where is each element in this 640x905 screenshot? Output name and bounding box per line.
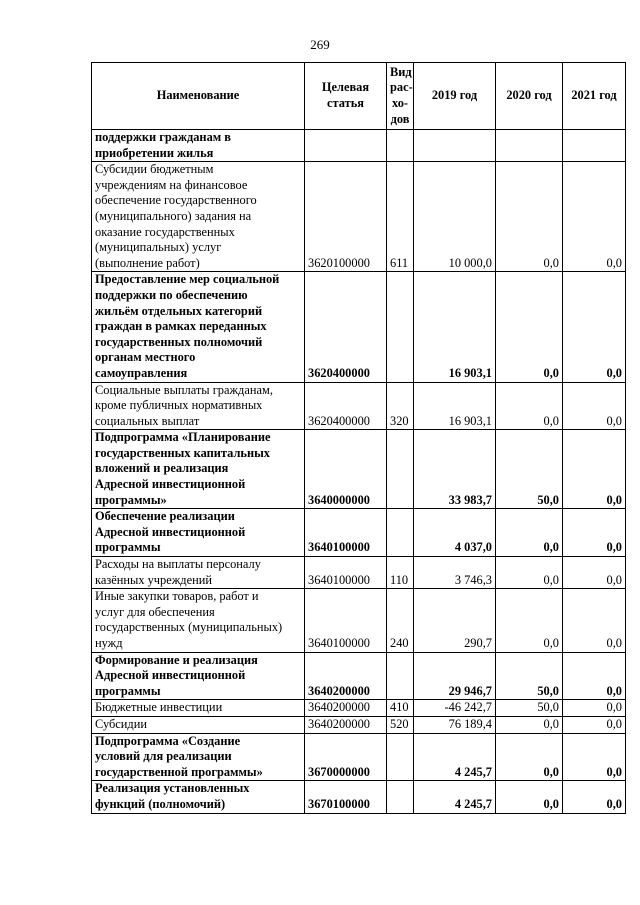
row-name-line: программы» (95, 492, 167, 507)
row-name-line: Расходы на выплаты персоналу (95, 557, 261, 572)
row-2020: 0,0 (496, 162, 563, 272)
row-name-line: оказание государственных (95, 224, 235, 239)
table-row (92, 652, 626, 700)
row-2019: 76 189,4 (414, 716, 496, 733)
row-name-line: Социальные выплаты гражданам, (95, 382, 273, 397)
row-name-line: Реализация установленных (95, 781, 250, 796)
header-type-line: дов (390, 111, 410, 126)
row-type (387, 733, 414, 781)
header-name: Наименование (92, 63, 305, 130)
row-2019: 4 245,7 (414, 781, 496, 813)
row-2021: 0,0 (563, 589, 626, 652)
row-2020: 0,0 (496, 509, 563, 557)
row-2020: 0,0 (496, 589, 563, 652)
row-code: 3620100000 (305, 162, 387, 272)
row-2020: 0,0 (496, 272, 563, 382)
table-header-row (92, 63, 626, 130)
table-row (92, 430, 626, 509)
row-name-line: Иные закупки товаров, работ и (95, 589, 259, 604)
row-2019 (414, 130, 496, 162)
table-row (92, 130, 626, 162)
row-name-line: условий для реализации (95, 749, 232, 764)
row-name (92, 700, 305, 717)
row-name-line: Подпрограмма «Планирование (95, 430, 271, 445)
row-code: 3620400000 (305, 382, 387, 430)
row-type (387, 781, 414, 813)
header-code (305, 63, 387, 130)
row-name-line: поддержки по обеспечению (95, 287, 248, 302)
table-row (92, 700, 626, 717)
row-2020: 0,0 (496, 716, 563, 733)
row-code: 3640200000 (305, 716, 387, 733)
table-row (92, 781, 626, 813)
row-name-line: Формирование и реализация (95, 652, 258, 667)
header-type (387, 63, 414, 130)
header-2019: 2019 год (414, 63, 496, 130)
row-name (92, 589, 305, 652)
row-type (387, 272, 414, 382)
row-code: 3620400000 (305, 272, 387, 382)
row-name-line: Подпрограмма «Создание (95, 733, 241, 748)
row-name-line: Субсидии (95, 716, 147, 731)
row-code: 3640200000 (305, 652, 387, 700)
row-name-line: функций (полномочий) (95, 796, 226, 811)
header-type-line: Вид (390, 64, 412, 79)
row-2019: 10 000,0 (414, 162, 496, 272)
row-name-line: граждан в рамках переданных (95, 319, 267, 334)
row-type: 320 (387, 382, 414, 430)
row-name (92, 733, 305, 781)
row-code: 3670000000 (305, 733, 387, 781)
row-name-line: обеспечение государственного (95, 193, 257, 208)
row-name-line: вложений и реализация (95, 461, 229, 476)
row-name-line: нужд (95, 636, 123, 650)
row-code: 3640100000 (305, 589, 387, 652)
row-type (387, 130, 414, 162)
row-type: 240 (387, 589, 414, 652)
row-2020 (496, 130, 563, 162)
budget-table (91, 62, 626, 814)
row-2020: 50,0 (496, 700, 563, 717)
row-2019: 4 037,0 (414, 509, 496, 557)
row-type (387, 652, 414, 700)
row-name-line: услуг для обеспечения (95, 604, 215, 619)
row-2019: 16 903,1 (414, 272, 496, 382)
row-type: 611 (387, 162, 414, 272)
row-2021: 0,0 (563, 162, 626, 272)
row-code: 3640000000 (305, 430, 387, 509)
row-name (92, 652, 305, 700)
row-name (92, 716, 305, 733)
row-name (92, 130, 305, 162)
row-name-line: органам местного (95, 350, 196, 365)
header-type-line: рас- (390, 80, 413, 95)
row-2020: 0,0 (496, 733, 563, 781)
row-name-line: программы (95, 683, 161, 698)
row-name (92, 557, 305, 589)
row-type (387, 430, 414, 509)
row-2021: 0,0 (563, 509, 626, 557)
row-2019: 16 903,1 (414, 382, 496, 430)
row-code: 3640200000 (305, 700, 387, 717)
row-name-line: кроме публичных нормативных (95, 398, 263, 413)
row-2019: 33 983,7 (414, 430, 496, 509)
row-name-line: Адресной инвестиционной (95, 477, 246, 492)
row-name (92, 382, 305, 430)
row-2021: 0,0 (563, 557, 626, 589)
row-2021: 0,0 (563, 733, 626, 781)
row-name-line: Адресной инвестиционной (95, 524, 246, 539)
row-2021: 0,0 (563, 272, 626, 382)
table-row (92, 509, 626, 557)
header-2021: 2021 год (563, 63, 626, 130)
row-type (387, 509, 414, 557)
row-name-line: казённых учреждений (95, 572, 212, 587)
row-name-line: государственной программы» (95, 764, 263, 779)
row-name-line: самоуправления (95, 365, 188, 380)
row-name-line: государственных полномочий (95, 334, 263, 349)
row-name (92, 162, 305, 272)
table-row (92, 589, 626, 652)
table-row (92, 557, 626, 589)
row-2020: 0,0 (496, 557, 563, 589)
page-number: 269 (310, 37, 330, 52)
row-name-line: (выполнение работ) (95, 255, 200, 270)
row-name-line: (муниципального) задания на (95, 208, 252, 223)
table-row (92, 382, 626, 430)
row-name (92, 509, 305, 557)
row-2019: 290,7 (414, 589, 496, 652)
row-type: 520 (387, 716, 414, 733)
row-type: 110 (387, 557, 414, 589)
row-2021: 0,0 (563, 700, 626, 717)
row-name-line: приобретении жилья (95, 145, 214, 160)
row-2021: 0,0 (563, 716, 626, 733)
row-name-line: Субсидии бюджетным (95, 162, 214, 177)
row-name (92, 781, 305, 813)
row-name-line: жильём отдельных категорий (95, 303, 263, 318)
row-2019: 4 245,7 (414, 733, 496, 781)
row-2020: 0,0 (496, 781, 563, 813)
row-name-line: (муниципальных) услуг (95, 240, 222, 255)
row-name-line: учреждениям на финансовое (95, 177, 248, 192)
row-2019: 3 746,3 (414, 557, 496, 589)
header-code-line: статья (327, 96, 364, 110)
row-type: 410 (387, 700, 414, 717)
table-body (92, 130, 626, 814)
row-2020: 50,0 (496, 430, 563, 509)
row-name-line: Обеспечение реализации (95, 509, 235, 524)
row-2021: 0,0 (563, 652, 626, 700)
header-type-line: хо- (391, 96, 409, 110)
row-2021: 0,0 (563, 781, 626, 813)
row-name-line: социальных выплат (95, 413, 200, 428)
row-code: 3640100000 (305, 509, 387, 557)
row-2021: 0,0 (563, 430, 626, 509)
table-row (92, 272, 626, 382)
table-row (92, 733, 626, 781)
row-name-line: государственных (муниципальных) (95, 620, 283, 635)
row-2021: 0,0 (563, 382, 626, 430)
row-name-line: Адресной инвестиционной (95, 668, 246, 683)
row-name-line: государственных капитальных (95, 445, 270, 460)
row-2020: 50,0 (496, 652, 563, 700)
row-code (305, 130, 387, 162)
row-name (92, 430, 305, 509)
row-2021 (563, 130, 626, 162)
row-code: 3640100000 (305, 557, 387, 589)
row-code: 3670100000 (305, 781, 387, 813)
table-row (92, 716, 626, 733)
row-name-line: Предоставление мер социальной (95, 272, 280, 287)
header-2020: 2020 год (496, 63, 563, 130)
row-name-line: программы (95, 540, 161, 555)
row-2020: 0,0 (496, 382, 563, 430)
header-code-line: Целевая (321, 80, 370, 95)
row-name-line: Бюджетные инвестиции (95, 700, 223, 715)
table-row (92, 162, 626, 272)
row-2019: -46 242,7 (414, 700, 496, 717)
row-name-line: поддержки гражданам в (95, 130, 231, 144)
row-name (92, 272, 305, 382)
row-2019: 29 946,7 (414, 652, 496, 700)
